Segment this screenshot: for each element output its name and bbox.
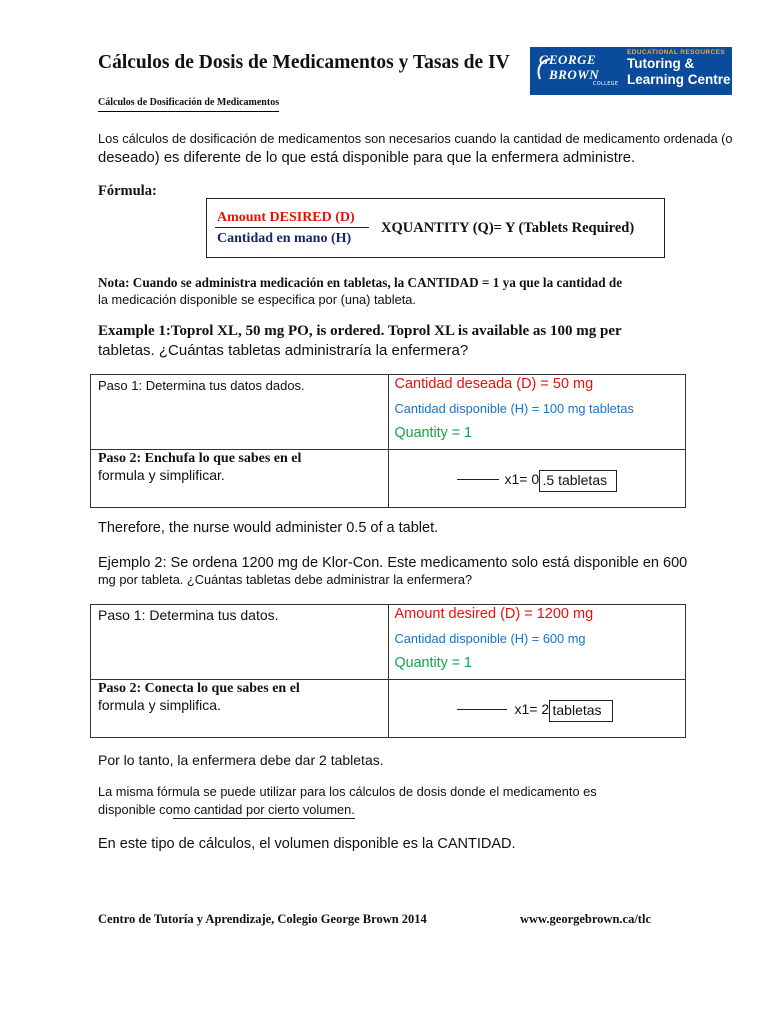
- example2-heading: Ejemplo 2: Se ordena 1200 mg de Klor-Con. Este medicamento solo está disponible en 600: [98, 555, 688, 571]
- volume-note-line2: [98, 802, 355, 817]
- example2-step2-rest: formula y simplifica.: [98, 697, 221, 713]
- example2-calc-line: [457, 709, 507, 710]
- page-title: Cálculos de Dosis de Medicamentos y Tasas de IV: [98, 52, 510, 73]
- formula-numerator: Amount DESIRED (D): [217, 210, 355, 225]
- logo-brand-small: COLLEGE: [593, 81, 619, 87]
- example2-step1-label: Paso 1: Determina tus datos.: [98, 607, 279, 623]
- note-line2: la medicación disponible se especifica por (una) tableta.: [98, 292, 416, 307]
- logo-line2: Learning Centre: [627, 72, 731, 87]
- example1-quantity: Quantity = 1: [394, 425, 472, 441]
- example2-quantity: Quantity = 1: [394, 655, 472, 671]
- volume-note-line1: La misma fórmula se puede utilizar para los cálculos de dosis donde el medicamento es: [98, 784, 597, 799]
- example2-table: [90, 604, 686, 738]
- example2-question: mg por tableta. ¿Cuántas tabletas debe administrar la enfermera?: [98, 572, 473, 587]
- formula-rhs: XQUANTITY (Q)= Y (Tablets Required): [381, 220, 635, 236]
- example1-values-cell: [388, 375, 686, 450]
- example2-values-cell: [388, 605, 686, 680]
- example1-question: tabletas. ¿Cuántas tabletas administraría la enfermera?: [98, 342, 469, 359]
- tutoring-centre-label: [622, 47, 732, 95]
- example1-step2-bold: Paso 2: Enchufa lo que sabes en el: [98, 451, 302, 466]
- logo-line1: Tutoring &: [627, 56, 695, 71]
- section-subtitle: Cálculos de Dosificación de Medicamentos: [98, 97, 279, 112]
- intro-line2: deseado) es diferente de lo que está disponible para que la enfermera administre.: [98, 150, 636, 166]
- formula-fraction-bar: [215, 227, 369, 228]
- example2-desired: Amount desired (D) = 1200 mg: [394, 606, 594, 622]
- example1-step1-cell: [91, 375, 389, 450]
- example1-step1-label: Paso 1: Determina tus datos dados.: [98, 378, 305, 393]
- example1-conclusion: Therefore, the nurse would administer 0.5 of a tablet.: [98, 520, 439, 536]
- example2-step2-bold: Paso 2: Conecta lo que sabes en el: [98, 681, 300, 696]
- example1-step2-rest: formula y simplificar.: [98, 467, 225, 483]
- example1-heading: Example 1:Toprol XL, 50 mg PO, is ordered. Toprol XL is available as 100 mg per: [98, 323, 622, 339]
- intro-line1: Los cálculos de dosificación de medicamentos son necesarios cuando la cantidad de medicamento ordenada (o: [98, 131, 733, 146]
- george-brown-logo-mark: [530, 47, 622, 95]
- example2-step1-cell: [91, 605, 389, 680]
- example2-have: Cantidad disponible (H) = 600 mg: [394, 631, 586, 646]
- logo-brand-line2: BROWN: [549, 67, 600, 82]
- example1-answer-box: .5 tabletas: [539, 470, 617, 492]
- volume-note-underlined: mo cantidad por cierto volumen.: [172, 802, 355, 817]
- volume-note-start: disponible co: [98, 802, 173, 817]
- example1-table: [90, 374, 686, 508]
- example1-calc-line: [457, 479, 499, 480]
- note-line1: Nota: Cuando se administra medicación en tabletas, la CANTIDAD = 1 ya que la cantidad de: [98, 275, 623, 290]
- volume-statement: En este tipo de cálculos, el volumen disponible es la CANTIDAD.: [98, 836, 516, 852]
- example2-calc-x: x1= 2: [514, 701, 550, 717]
- logo-brand-line1: GEORGE: [539, 52, 597, 67]
- example1-step2-cell: [91, 450, 389, 508]
- example1-have: Cantidad disponible (H) = 100 mg tabletas: [394, 401, 634, 416]
- formula-label: Fórmula:: [98, 183, 157, 199]
- example1-calc-x: x1= 0: [504, 471, 540, 487]
- example1-calc-cell: [388, 450, 686, 508]
- example2-step2-cell: [91, 680, 389, 738]
- footer-credit: Centro de Tutoría y Aprendizaje, Colegio George Brown 2014: [98, 912, 427, 926]
- example2-answer-box: tabletas: [549, 700, 613, 722]
- example2-conclusion: Por lo tanto, la enfermera debe dar 2 tabletas.: [98, 752, 384, 768]
- logo-top-line: EDUCATIONAL RESOURCES: [627, 49, 726, 56]
- footer-url[interactable]: www.georgebrown.ca/tlc: [520, 912, 651, 926]
- formula-denominator: Cantidad en mano (H): [217, 231, 352, 246]
- example1-desired: Cantidad deseada (D) = 50 mg: [394, 376, 594, 392]
- college-logo: [530, 47, 732, 95]
- example2-calc-cell: [388, 680, 686, 738]
